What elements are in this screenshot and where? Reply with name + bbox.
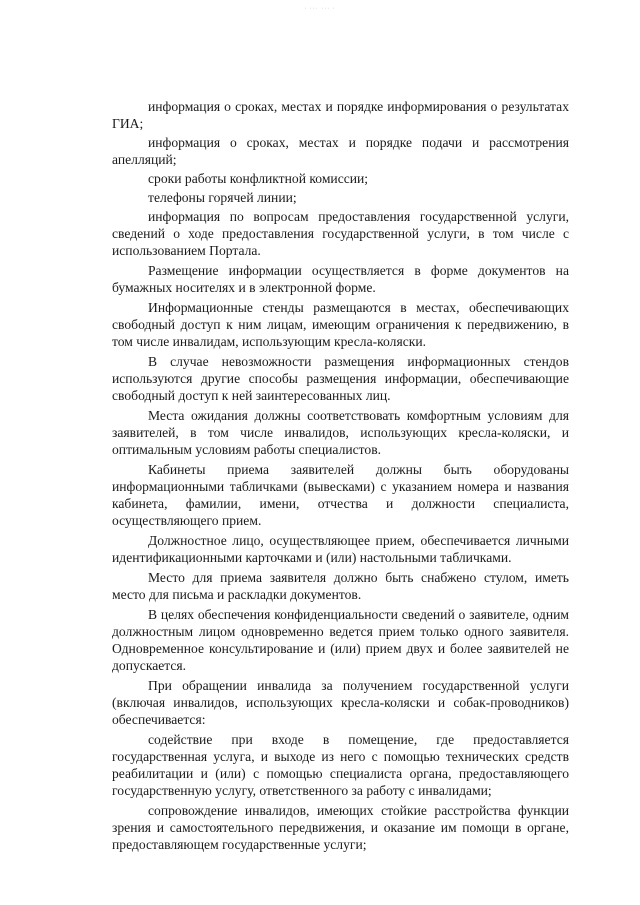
paragraph-confidentiality: В целях обеспечения конфиденциальности сведений о заявителе, одним должностным лицом одновременно ведется прием только одного заявителя. Одновременное консультирование и (или) прием двух и более заявителей не допускается. <box>112 607 569 673</box>
paragraph-applicant-seat: Место для приема заявителя должно быть снабжено стулом, иметь место для письма и раскладки документов. <box>112 570 569 602</box>
paragraph-entry-assistance: содействие при входе в помещение, где предоставляется государственная услуга, и выходе из него с помощью технических средств реабилитации и (или) с помощью специалиста органа, предоставляющего государственную услугу, ответственного за работу с инвалидами; <box>112 732 569 798</box>
paragraph-info-placement: Размещение информации осуществляется в форме документов на бумажных носителях и в электронной форме. <box>112 263 569 295</box>
paragraph-appeals-info: информация о сроках, местах и порядке подачи и рассмотрения апелляций; <box>112 135 569 167</box>
paragraph-hotline-phones: телефоны горячей линии; <box>148 190 297 205</box>
paragraph-waiting-areas: Места ожидания должны соответствовать комфортным условиям для заявителей, в том числе инвалидов, использующих кресла-коляски, и оптимальным условиям работы специалистов. <box>112 408 569 457</box>
page-header-mark: · ··· ··· · <box>304 6 336 12</box>
paragraph-info-stands: Информационные стенды размещаются в местах, обеспечивающих свободный доступ к ним лицам, имеющим ограничения к передвижению, в том числе инвалидам, использующим кресла-коляски. <box>112 300 569 349</box>
paragraph-conflict-commission-hours: сроки работы конфликтной комиссии; <box>148 171 369 186</box>
document-body <box>112 98 569 856</box>
paragraph-service-info: информация по вопросам предоставления государственной услуги, сведений о ходе предоставления государственной услуги, в том числе с использованием Портала. <box>112 209 569 258</box>
paragraph-disabled-access: При обращении инвалида за получением государственной услуги (включая инвалидов, использующих кресла-коляски и собак-проводников) обеспечивается: <box>112 678 569 727</box>
paragraph-reception-rooms: Кабинеты приема заявителей должны быть оборудованы информационными табличками (вывесками) с указанием номера и названия кабинета, фамилии, имени, отчества и должности специалиста, осуществляющего прием. <box>112 462 569 528</box>
paragraph-gia-results-info: информация о сроках, местах и порядке информирования о результатах ГИА; <box>112 99 569 131</box>
paragraph-escort-assistance: сопровождение инвалидов, имеющих стойкие расстройства функции зрения и самостоятельного передвижения, и оказание им помощи в органе, предоставляющем государственные услуги; <box>112 803 569 852</box>
paragraph-alternative-placement: В случае невозможности размещения информационных стендов используются другие способы размещения информации, обеспечивающие свободный доступ к ней заинтересованных лиц. <box>112 354 569 403</box>
paragraph-official-id-cards: Должностное лицо, осуществляющее прием, обеспечивается личными идентификационными карточками и (или) настольными табличками. <box>112 533 569 565</box>
